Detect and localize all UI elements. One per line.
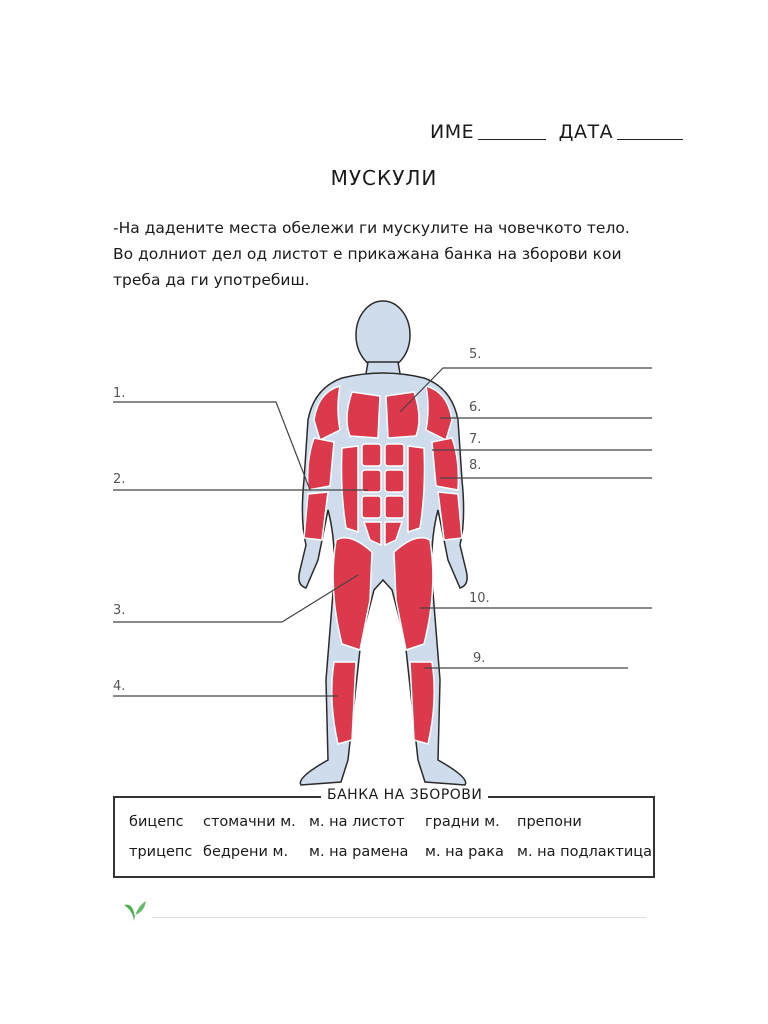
label-8: 8. <box>469 458 482 473</box>
label-5: 5. <box>469 347 482 362</box>
word-bank-grid <box>129 814 653 870</box>
label-4: 4. <box>113 679 126 694</box>
page-title: МУСКУЛИ <box>330 166 438 190</box>
word-bank-item: м. на рамена <box>309 844 409 860</box>
word-bank <box>113 787 655 878</box>
label-6: 6. <box>469 400 482 415</box>
name-label: ИМЕ <box>430 121 475 143</box>
label-7: 7. <box>469 432 482 447</box>
label-1: 1. <box>113 386 126 401</box>
word-bank-title: БАНКА НА ЗБОРОВИ <box>321 787 488 803</box>
word-bank-item: м. на рака <box>425 844 504 860</box>
word-bank-item: градни м. <box>425 814 500 830</box>
word-bank-item: бицепс <box>129 814 184 830</box>
word-bank-item: м. на подлактица <box>517 844 653 860</box>
leaf-icon <box>120 897 148 923</box>
footer-divider <box>152 917 646 918</box>
date-label: ДАТА <box>558 121 614 143</box>
label-3: 3. <box>113 603 126 618</box>
word-bank-item: препони <box>517 814 582 830</box>
body-silhouette <box>299 301 467 785</box>
word-bank-item: стомачни м. <box>203 814 296 830</box>
label-9: 9. <box>473 651 486 666</box>
word-bank-item: трицепс <box>129 844 193 860</box>
word-bank-item: бедрени м. <box>203 844 289 860</box>
word-bank-item: м. на листот <box>309 814 405 830</box>
label-2: 2. <box>113 472 126 487</box>
instructions-text: -На дадените места обележи ги мускулите на човечкото тело. Во долниот дел од листот е прикажана банка на зборови кои треба да ги употребиш. <box>113 219 630 289</box>
label-10: 10. <box>469 591 490 606</box>
